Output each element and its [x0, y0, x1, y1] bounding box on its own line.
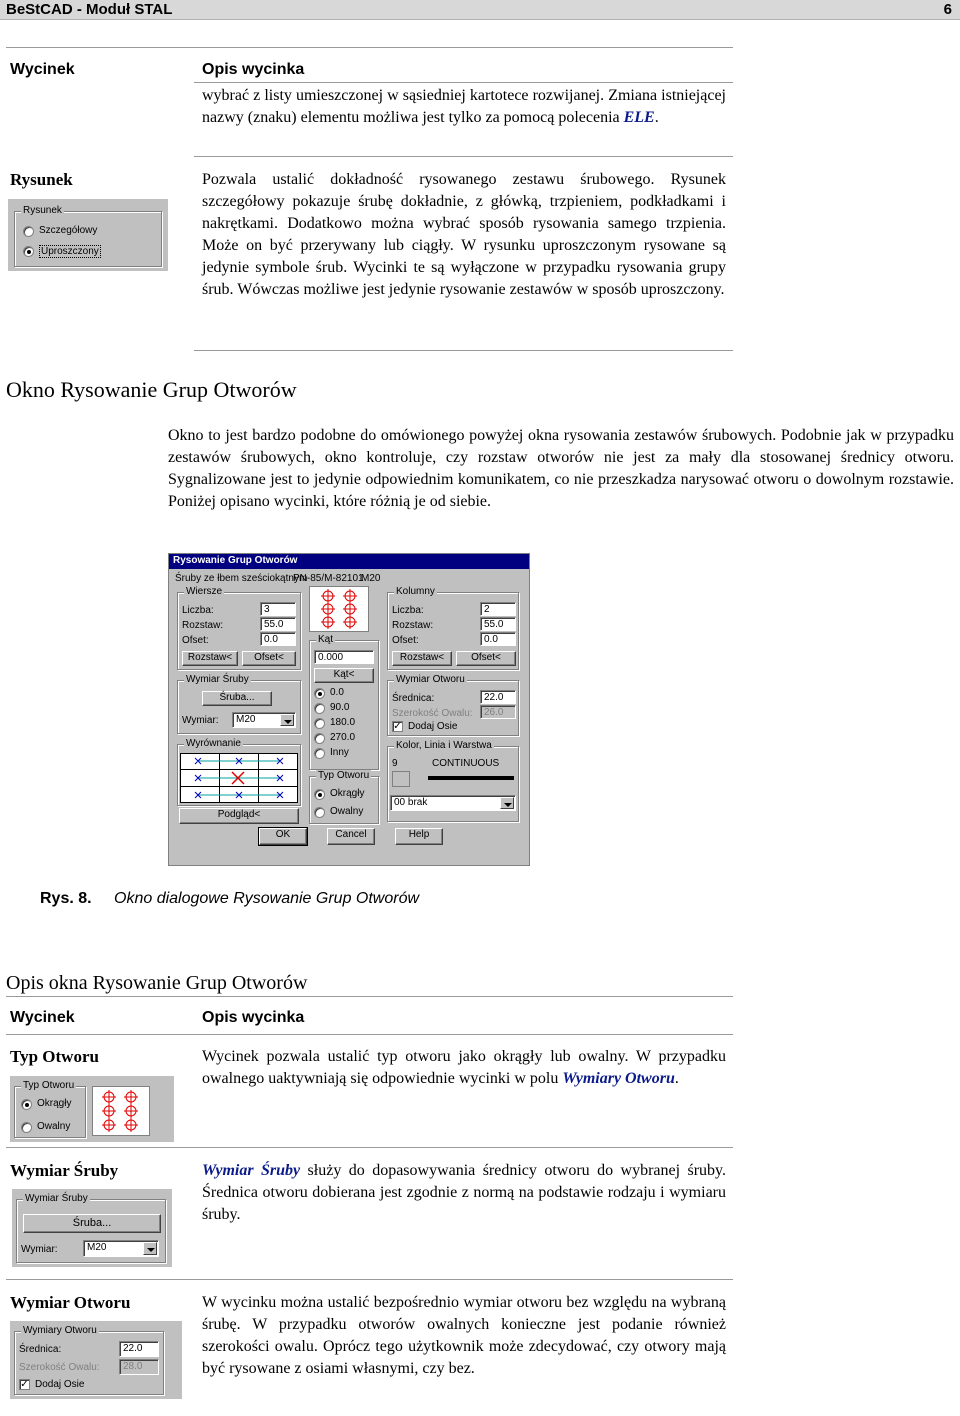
- table-rule: [6, 47, 733, 48]
- bolt-type-label: Śruby ze łbem sześciokątnym: [175, 573, 308, 584]
- hole-diameter-field[interactable]: 22.0: [119, 1341, 159, 1357]
- angle-button[interactable]: Kąt<: [314, 668, 374, 683]
- angle-radio-0[interactable]: [314, 688, 325, 699]
- ele-command-link: ELE: [623, 109, 655, 126]
- rows-count-field[interactable]: 3: [260, 602, 296, 616]
- rysunek-thumbnail: [8, 199, 168, 271]
- rows-spacing-button[interactable]: Rozstaw<: [182, 651, 238, 666]
- bolt-button[interactable]: Śruba...: [23, 1214, 161, 1233]
- hole-size-group: Wymiary Otworu Średnica: 22.0 Szerokość Owalu: 28.0 ✓ Dodaj Osie: [14, 1331, 164, 1395]
- page-header: [0, 0, 960, 20]
- table-rule: [194, 156, 733, 157]
- table-rule: [194, 82, 733, 83]
- bolt-size-thumbnail: [12, 1189, 172, 1267]
- alignment-grid[interactable]: [180, 753, 298, 803]
- linetype-sample[interactable]: [428, 776, 514, 780]
- table-rule: [6, 1147, 733, 1148]
- alignment-group: Wyrównanie: [177, 744, 301, 806]
- color-swatch[interactable]: [392, 771, 410, 787]
- bolt-size-group: Wymiar Śruby Śruba... Wymiar: M20: [16, 1199, 166, 1263]
- dialog-screenshot: [168, 553, 530, 866]
- wymiar-sruby-link: Wymiar Śruby: [202, 1162, 301, 1179]
- rysunek-group: Rysunek Szczegółowy Uproszczony: [14, 211, 162, 267]
- page-number: 6: [943, 1, 952, 18]
- radio-oval[interactable]: [314, 807, 325, 818]
- bolt-size-group: Wymiar Śruby Śruba... Wymiar: M20: [177, 680, 301, 734]
- hole-size-thumbnail: [10, 1321, 182, 1399]
- cols-offset-field[interactable]: 0.0: [480, 632, 516, 646]
- section-title: Okno Rysowanie Grup Otworów: [6, 377, 297, 402]
- radio-round[interactable]: [314, 789, 325, 800]
- item-name-wymiar-sruby: Wymiar Śruby: [10, 1161, 119, 1180]
- hole-preview: [92, 1086, 150, 1136]
- rows-offset-button[interactable]: Ofset<: [242, 651, 296, 666]
- dialog-title: Rysowanie Grup Otworów: [173, 555, 298, 566]
- column-header-desc: Opis wycinka: [202, 1009, 305, 1026]
- chevron-down-icon[interactable]: [143, 1242, 157, 1255]
- section-title: Opis okna Rysowanie Grup Otworów: [6, 972, 308, 994]
- angle-radio-180[interactable]: [314, 718, 325, 729]
- add-axes-checkbox[interactable]: ✓: [20, 1379, 29, 1390]
- rows-offset-field[interactable]: 0.0: [260, 632, 296, 646]
- wymiar-otworu-description: W wycinku można ustalić bezpośrednio wymiar otworu bez względu na wybraną śrubę. W przypadku otworów owalnych konieczne jest podanie również szerokości owalu. Oprócz tego użytkownik może zdecydować, czy otwory mają być rysowane z osiami własnymi, czy bez.: [202, 1294, 726, 1377]
- wymiar-sruby-description: Wymiar Śruby służy do dopasowywania średnicy otworu do wybranej śruby. Średnica otworu dobierana jest zgodnie z normą na podstawie rodzaju i wymiaru śruby.: [202, 1162, 727, 1223]
- cols-spacing-field[interactable]: 55.0: [480, 617, 516, 631]
- bolt-norm-label: PN-85/M-82101: [293, 573, 364, 584]
- hole-size-group: Wymiar Otworu Średnica: 22.0 Szerokość Owalu: 26.0 ✓ Dodaj Osie: [387, 680, 519, 736]
- hole-preview: [309, 586, 369, 632]
- hole-pattern-preview: [310, 587, 368, 631]
- item-name-typ-otworu: Typ Otworu: [10, 1047, 99, 1066]
- rows-group: Wiersze Liczba: 3 Rozstaw: 55.0 Ofset: 0.0 Rozstaw< Ofset<: [177, 592, 301, 670]
- radio-oval[interactable]: [21, 1122, 32, 1133]
- table-rule: [6, 1279, 733, 1280]
- oval-width-field[interactable]: 26.0: [480, 705, 516, 719]
- column-header-item: Wycinek: [10, 61, 75, 78]
- angle-field[interactable]: 0.000: [314, 650, 374, 664]
- cancel-button[interactable]: Cancel: [327, 828, 375, 845]
- bolt-size-label: M20: [361, 573, 381, 584]
- rysunek-description: Pozwala ustalić dokładność rysowanego zestawu śrubowego. Rysunek szczegółowy pokazuje śrubę dokładnie, z główką, trzpieniem, podkładkami i nakrętkami. Dodatkowo można wybrać sposób rysowania samego trzpienia. Może on być przerywany lub ciągły. W rysunku uproszczonym rysowane są jedynie symbole śrub. Wycinki te są wyłączone w przypadku rysowania grupy śrub. Wówczas możliwe jest jedynie rysowanie zestawów w sposób uproszczony.: [202, 171, 726, 298]
- help-button[interactable]: Help: [395, 828, 443, 845]
- radio-uproszczony[interactable]: [23, 246, 34, 257]
- item-name-wymiar-otworu: Wymiar Otworu: [10, 1293, 131, 1312]
- chevron-down-icon[interactable]: [280, 714, 294, 726]
- cols-count-field[interactable]: 2: [480, 602, 516, 616]
- angle-radio-90[interactable]: [314, 703, 325, 714]
- preview-button[interactable]: Podgląd<: [179, 808, 299, 824]
- cols-offset-button[interactable]: Ofset<: [456, 651, 516, 666]
- item-name-rysunek: Rysunek: [10, 170, 73, 189]
- hole-type-group: Typ Otworu Okrągły Owalny: [309, 776, 379, 824]
- color-line-layer-group: Kolor, Linia i Warstwa 9 CONTINUOUS 00 brak: [387, 746, 519, 822]
- wymiary-otworu-link: Wymiary Otworu: [562, 1070, 675, 1087]
- hole-type-group: Typ Otworu Okrągły Owalny: [14, 1086, 86, 1138]
- columns-group: Kolumny Liczba: 2 Rozstaw: 55.0 Ofset: 0.0 Rozstaw< Ofset<: [387, 592, 519, 670]
- continued-paragraph: wybrać z listy umieszczonej w sąsiedniej kartotece rozwijanej. Zmiana istniejącej nazwy (znaku) elementu możliwa jest tylko za pomocą polecenia ELE.: [202, 87, 726, 126]
- rows-spacing-field[interactable]: 55.0: [260, 617, 296, 631]
- bolt-size-select[interactable]: M20: [232, 712, 296, 728]
- typ-otworu-description: Wycinek pozwala ustalić typ otworu jako okrągły lub owalny. W przypadku owalnego uaktywniają się odpowiednie wycinki w polu Wymiary Otworu.: [202, 1048, 726, 1087]
- column-header-item: Wycinek: [10, 1009, 75, 1026]
- angle-radio-270[interactable]: [314, 733, 325, 744]
- add-axes-checkbox[interactable]: ✓: [393, 721, 402, 732]
- angle-radio-other[interactable]: [314, 748, 325, 759]
- bolt-size-select[interactable]: M20: [83, 1240, 159, 1257]
- table-rule: [194, 350, 733, 351]
- table-rule: [6, 1034, 733, 1035]
- column-header-desc: Opis wycinka: [202, 61, 305, 78]
- radio-szczegolowy[interactable]: [23, 226, 34, 237]
- linetype-value: CONTINUOUS: [432, 758, 500, 769]
- figure-number: Rys. 8.: [40, 890, 92, 907]
- section-paragraph: Okno to jest bardzo podobne do omówionego powyżej okna rysowania zestawów śrubowych. Podobnie jak w przypadku zestawów śrubowych, okno kontroluje, czy rozstaw otworów nie jest za mały dla stosowanej średnicy otworu. Sygnalizowane jest to jedynie odpowiednim komunikatem, co nie przeszkadza narysować otworu o dowolnym rozstawie. Poniżej opisano wycinki, które różnią je od siebie.: [168, 427, 954, 510]
- cols-spacing-button[interactable]: Rozstaw<: [392, 651, 452, 666]
- table-rule: [6, 996, 733, 997]
- hole-diameter-field[interactable]: 22.0: [480, 690, 516, 704]
- hole-pattern-preview: [93, 1087, 149, 1135]
- color-value: 9: [392, 758, 398, 769]
- dialog-titlebar: [169, 554, 529, 569]
- layer-select[interactable]: 00 brak: [390, 795, 516, 811]
- ok-button[interactable]: OK: [259, 828, 307, 845]
- figure-caption: Okno dialogowe Rysowanie Grup Otworów: [114, 890, 420, 907]
- oval-width-field[interactable]: 28.0: [119, 1359, 159, 1375]
- radio-round[interactable]: [21, 1099, 32, 1110]
- hole-type-thumbnail: [10, 1076, 174, 1142]
- chevron-down-icon[interactable]: [500, 797, 514, 809]
- document-title: BeStCAD - Moduł STAL: [6, 1, 173, 18]
- angle-group: Kąt 0.000 Kąt< 0.0 90.0 180.0 270.0 Inny: [309, 640, 379, 770]
- bolt-button[interactable]: Śruba...: [202, 691, 272, 706]
